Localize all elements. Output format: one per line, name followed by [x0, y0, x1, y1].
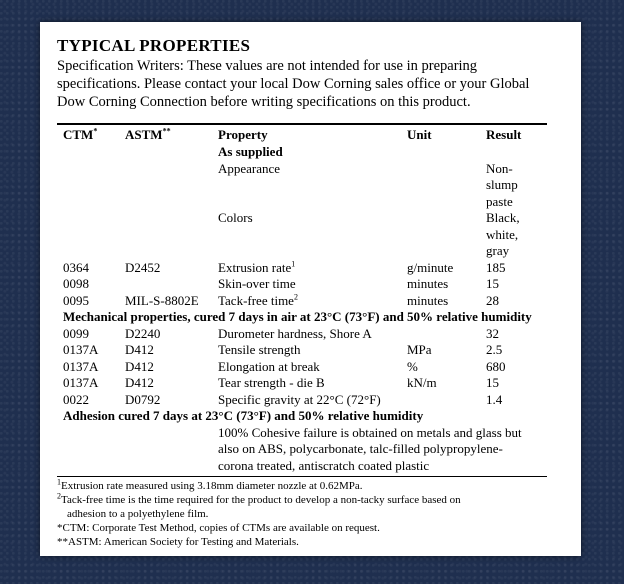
table-row — [57, 392, 547, 409]
properties-table — [57, 125, 547, 474]
cell-property: Elongation at break — [218, 358, 320, 374]
cell-unit — [407, 144, 486, 161]
table-row — [57, 276, 547, 293]
footnote-ctm: *CTM: Corporate Test Method, copies of CTMs are available on request. — [57, 522, 380, 534]
table-row — [57, 326, 547, 343]
cell-astm: D2452 — [125, 259, 161, 275]
cell-result: Black, white, gray — [486, 210, 520, 258]
table-row — [57, 161, 547, 211]
cell-unit — [407, 326, 486, 343]
cell-unit: MPa — [407, 342, 432, 357]
footnote-1: $^1$Extrusion rate measured using 3.18mm diameter nozzle at 0.62MPa. — [57, 477, 363, 492]
cell-astm: MIL-S-8802E — [125, 292, 199, 308]
cell-unit: g/minute — [407, 259, 454, 275]
intro-paragraph: Specification Writers: These values are not intended for use in preparing specifications. Please contact your local Dow Corning sales office or your Global Dow Corning Connection before writing specifications on this product. — [57, 58, 530, 110]
table-row — [57, 293, 547, 310]
cell-ctm: 0364 — [63, 259, 89, 275]
table-header-row — [57, 125, 547, 144]
cell-astm — [125, 161, 218, 211]
footnotes — [57, 479, 567, 549]
footnote-2-continued: adhesion to a polyethylene film. — [67, 508, 209, 520]
mechanical-section — [57, 309, 547, 326]
cell-property: Tear strength - die B — [218, 375, 325, 390]
cell-ctm — [57, 210, 125, 260]
cell-ctm: 0095 — [63, 292, 89, 308]
cell-result: 15 — [486, 276, 499, 291]
table-row — [57, 144, 547, 161]
section-row-mechanical — [57, 309, 547, 326]
mechanical-rows — [57, 326, 547, 409]
cell-ctm: 0022 — [63, 391, 89, 407]
cell-ctm: 0137A — [63, 358, 99, 374]
cell-ctm: 0137A — [63, 375, 99, 390]
cell-astm: D412 — [125, 358, 154, 374]
cell-astm: D2240 — [125, 325, 161, 341]
cell-property: Extrusion rate$^1$ — [218, 259, 296, 275]
cell-result: 2.5 — [486, 342, 503, 357]
table-row — [57, 210, 547, 260]
table-row — [57, 375, 547, 392]
cell-ctm: 0098 — [63, 276, 89, 291]
cell-result: 32 — [486, 325, 499, 341]
cell-property: Tensile strength — [218, 342, 301, 357]
cell-property: Tack-free time$^2$ — [218, 292, 298, 308]
cell-ctm — [57, 161, 125, 211]
table-row — [57, 260, 547, 277]
cell-result: 28 — [486, 292, 499, 308]
cell-result — [486, 144, 547, 161]
table-row — [57, 359, 547, 376]
section-heading-adhesion: Adhesion cured 7 days at 23°C (73°F) and 50% relative humidity — [63, 408, 424, 423]
cell-ctm: 0137A — [63, 342, 99, 357]
cell-astm: D0792 — [125, 391, 161, 407]
cell-astm — [125, 276, 218, 293]
cell-result: 15 — [486, 375, 499, 390]
cell-unit — [407, 392, 486, 409]
cell-result: 1.4 — [486, 391, 503, 407]
cell-property: As supplied — [218, 144, 283, 159]
cell-property: Skin-over time — [218, 276, 296, 291]
adhesion-text: 100% Cohesive failure is obtained on metals and glass but also on ABS, polycarbonate, talc-filled polypropylene-corona treated, antiscratch coated plastic — [218, 424, 522, 473]
cell-property: Durometer hardness, Shore A — [218, 325, 372, 341]
as-supplied-rows — [57, 144, 547, 309]
cell-result: 185 — [486, 259, 506, 275]
table-bottom-rule — [57, 476, 547, 477]
section-row-adhesion — [57, 408, 547, 425]
cell-astm: D412 — [125, 375, 154, 390]
cell-unit: % — [407, 358, 418, 374]
properties-card — [40, 22, 581, 556]
cell-property: Colors — [218, 210, 253, 225]
cell-unit: minutes — [407, 292, 449, 308]
footnote-astm: **ASTM: American Society for Testing and Materials. — [57, 536, 299, 548]
footnote-2: $^2$Tack-free time is the time required for the product to develop a non-tacky surface based on — [57, 491, 461, 506]
page-title: TYPICAL PROPERTIES — [57, 36, 251, 55]
header-result: Result — [486, 127, 522, 142]
cell-astm — [125, 210, 218, 260]
cell-astm — [125, 144, 218, 161]
adhesion-section — [57, 408, 547, 474]
properties-content — [57, 36, 567, 549]
cell-astm: D412 — [125, 342, 154, 357]
cell-unit: kN/m — [407, 375, 437, 390]
cell-property: Appearance — [218, 160, 281, 176]
cell-property: Specific gravity at 22°C (72°F) — [218, 391, 381, 407]
header-ctm: CTM* — [63, 126, 98, 142]
header-property: Property — [218, 127, 268, 142]
cell-unit: minutes — [407, 276, 449, 291]
table-row — [57, 342, 547, 359]
adhesion-row — [57, 425, 547, 475]
cell-result: Non-slump paste — [486, 160, 518, 209]
cell-ctm — [57, 144, 125, 161]
cell-result: 680 — [486, 358, 506, 374]
header-unit: Unit — [407, 127, 432, 142]
cell-unit — [407, 161, 486, 211]
section-heading-mechanical: Mechanical properties, cured 7 days in air at 23°C (73°F) and 50% relative humidity — [63, 309, 532, 324]
header-astm: ASTM** — [125, 126, 171, 142]
cell-unit — [407, 210, 486, 260]
cell-ctm: 0099 — [63, 325, 89, 341]
